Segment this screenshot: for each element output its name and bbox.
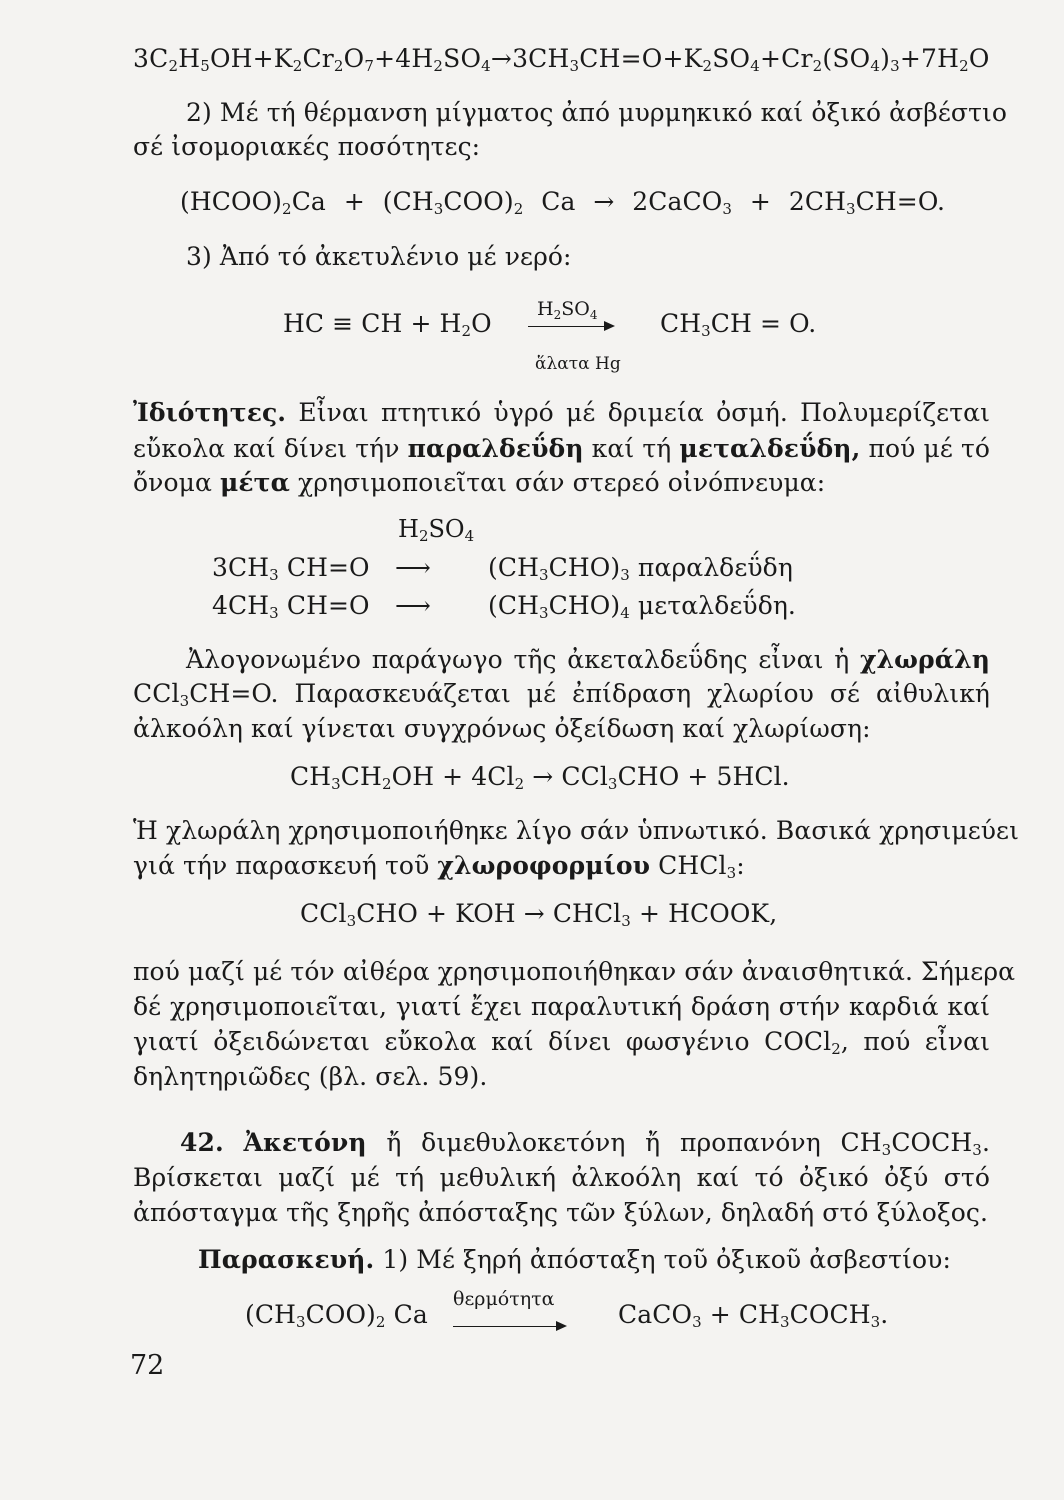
acetone-title: Ἀκετόνη [243,1128,367,1157]
anesthetic-line-4: δηλητηριῶδες (βλ. σελ. 59). [133,1062,488,1091]
polymerization-catalyst: $H_2SO_4$ [398,515,475,545]
anesthetic-line-1: πού μαζί μέ τόν αἰθέρα χρησιμοποιήθηκαν σάν ἀναισθητικά. Σήμερα [133,957,1016,986]
equation-acetylene-rhs: $CH_3CH = O$. [660,309,817,340]
anesthetic-line-3: γιατί ὀξειδώνεται εὔκολα καί δίνει φωσγένιο COCl$_2$, πού εἶναι [133,1027,990,1058]
acetone-prep-line: Παρασκευή. 1) Μέ ξηρή ἀπόσταξη τοῦ ὀξικοῦ ἀσβεστίου: [198,1245,951,1274]
meta-term: μέτα [219,468,290,497]
metaldehyde-lhs: $4CH_3$ CH=O [212,591,370,622]
chloral-term: χλωράλη [859,645,991,674]
method-2-line-1: 2) Μέ τή θέρμανση μίγματος ἀπό μυρμηκικό καί ὀξικό ἀσβέστιο [186,98,1008,127]
heat-arrow-head [556,1321,567,1331]
equation-chloral-synthesis: $CH_3CH_2OH + 4Cl_2 \to CCl_3CHO + 5HCl$. [290,762,790,793]
metaldehyde-rhs: $(CH_3CHO)_4$ μεταλδεΰδη. [488,591,796,622]
properties-line-3: ὄνομα μέτα χρησιμοποιεῖται σάν στερεό οἰνόπνευμα: [133,468,826,497]
equation-formate-acetate: $(HCOO)_2Ca + (CH_3COO)_2$ Ca → 2CaCO$_3$ + $2CH_3CH=O$. [180,187,946,218]
method-3-heading: 3) Ἀπό τό ἀκετυλένιο μέ νερό: [186,242,572,271]
method-2-line-2: σέ ἰσομοριακές ποσότητες: [133,132,481,161]
anesthetic-line-2: δέ χρησιμοποιεῖται, γιατί ἔχει παραλυτική δράση στήν καρδιά καί [133,992,990,1021]
properties-heading: Ἰδιότητες. [133,398,287,427]
chloral-use-line-1: Ἡ χλωράλη χρησιμοποιήθηκε λίγο σάν ὑπνωτικό. Βασικά χρησιμεύει [133,816,1019,845]
reaction-arrow-head [604,321,615,331]
equation-chloroform: CCl$_3$CHO + KOH → CHCl$_3$ + HCOOK, [300,899,778,930]
catalyst-salts-label: ἅλατα Hg [535,354,621,374]
section-number: 42. [180,1128,224,1157]
chloral-line-2: CCl$_3$CH=O. Παρασκευάζεται μέ ἐπίδραση χλωρίου σέ αἰθυλική [133,679,990,710]
chloral-use-line-2: γιά τήν παρασκευή τοῦ χλωροφορμίου CHCl$_3$: [133,851,745,882]
page-number: 72 [130,1350,165,1381]
acetone-line-1: 42. Ἀκετόνη ἤ διμεθυλοκετόνη ἤ προπανόνη $CH_3COCH_3$. [180,1128,990,1159]
prep-heading: Παρασκευή. [198,1245,375,1274]
properties-line-1 [133,396,990,430]
heat-arrow [453,1326,558,1327]
paraldehyde-arrow: ⟶ [395,553,431,582]
properties-line-2: εὔκολα καί δίνει τήν παραλδεΰδη καί τή μεταλδεΰδη, πού μέ τό [133,434,991,463]
chloroform-term: χλωροφορμίου [437,851,651,880]
catalyst-label: $H_2SO_4$ [537,298,598,322]
reaction-arrow [528,326,606,327]
paraldehyde-term: παραλδεΰδη [407,434,584,463]
chloral-line-1: Ἀλογονωμένο παράγωγο τῆς ἀκεταλδεΰδης εἶναι ἡ χλωράλη [186,645,991,674]
acetone-line-3: ἀπόσταγμα τῆς ξηρῆς ἀπόσταξης τῶν ξύλων, δηλαδή στό ξύλοξος. [133,1198,989,1227]
equation-acetone-lhs: $(CH_3COO)_2$ Ca [245,1300,428,1331]
equation-ethanol-oxidation: $3C_2H_5OH+K_2Cr_2O_7+4H_2SO_4\to 3CH_3CH=O+K_2SO_4+Cr_2(SO_4)_3+7H_2O$ [133,44,990,75]
metaldehyde-arrow: ⟶ [395,591,431,620]
heat-label: θερμότητα [453,1288,555,1310]
properties-text: Εἶναι πτητικό ὑγρό μέ δριμεία ὀσμή. Πολυμερίζεται [298,398,991,427]
equation-acetylene-lhs: HC ≡ CH + $H_2O$ [283,309,492,340]
paraldehyde-lhs: $3CH_3$ CH=O [212,553,370,584]
equation-acetone-rhs: CaCO$_3$ + $CH_3COCH_3$. [618,1300,889,1331]
chloral-line-3: ἀλκοόλη καί γίνεται συγχρόνως ὀξείδωση καί χλωρίωση: [133,714,871,743]
metaldehyde-term: μεταλδεΰδη, [679,434,861,463]
acetone-line-2: Βρίσκεται μαζί μέ τή μεθυλική ἀλκοόλη καί τό ὀξικό ὀξύ στό [133,1163,990,1192]
paraldehyde-rhs: $(CH_3CHO)_3$ παραλδεΰδη [488,553,793,584]
